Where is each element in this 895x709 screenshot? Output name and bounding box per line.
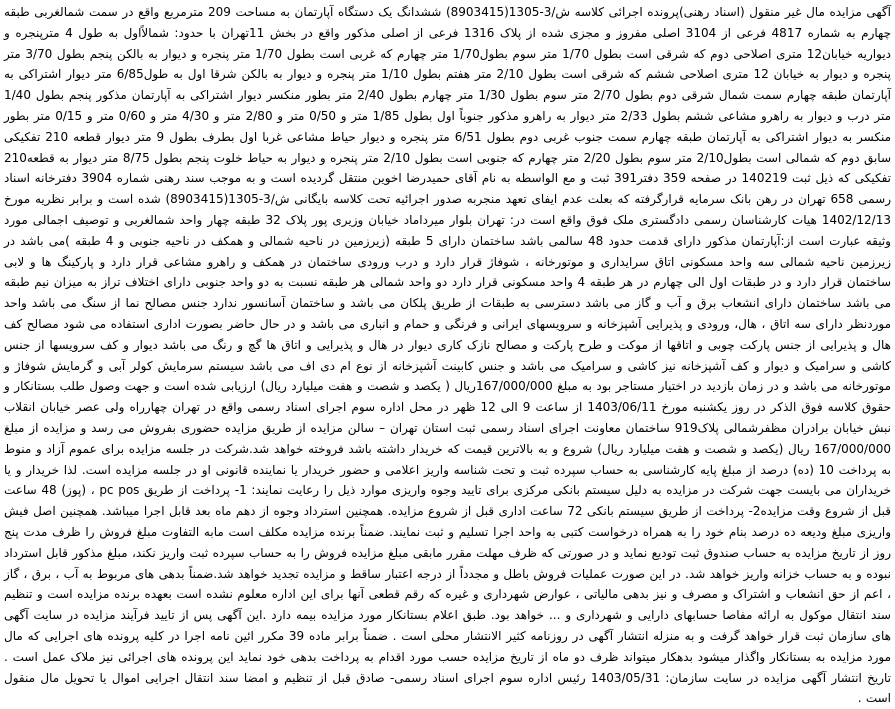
notice-title: آگهی مزایده مال غیر منقول (اسناد رهنی) [678,5,891,19]
auction-notice-text [4,2,891,709]
notice-footer: تاریخ انتشار آگهی مزایده در سایت سازمان: 1403/05/31 رئیس اداره سوم اجرای اسناد رسمی- صادق قبل از تنظیم و امضا سند انتقال اجرایی اموال یا تحویل مال منقول است . [4,670,891,706]
notice-body: پرونده اجرائی کلاسه ش/3-1305(8903415) ششدانگ یک دستگاه آپارتمان به مساحت 209 مترمربع واقع در سمت شمالغربی طبقه چهارم به شماره 4817 فرعی از 3104 اصلی مفروز و مجزی شده از پلاک 1316 فرعی از اصلی مذکور واقع در بخش 11تهران با حدود: شمالاًاول به طول 4 مترپنجره و دیواریه خیابان12 متری اصلاحی دوم که شرقی است بطول 1/70 متر سوم بطول1/70 متر چهارم که غربی است بطول 1/70 متر پنجره و دیوار به بالکن پنجم بطول 3/70 متر پنجره و دیوار به خیابان 12 متری اصلاحی ششم که شرقی است بطول 2/10 متر هفتم بطول 1/10 متر پنجره و دیوار به بالکن شرقا اول به طول6/85 متر دیوار اشتراکی به آپارتمان طبقه چهارم سمت شمال شرقی دوم بطول 2/70 متر سوم بطول 1/30 متر چهارم بطول 2/40 متر بطور منکسر دیوار اشتراکی به آپارتمان مذکور پنجم بطول 1/40 متر درب و دیوار به راهرو مشاعی ششم بطول 2/33 متر دیوار به راهرو مذکور جنوباً اول بطول 1/85 متر و 0/50 متر و 2/80 متر و 4/30 متر و 0/60 متر و 0/15 متر بطور منکسر به دیوار اشتراکی به آپارتمان طبقه چهارم سمت جنوب غربی دوم بطول 6/51 متر پنجره و دیوار حیاط مشاعی غربا اول بطرف بطول 9 متر دیوار قطعه 210 تفکیکی سابق دوم که شمالی است بطول2/10 متر سوم بطول 2/20 متر چهارم که جنوبی است بطول 2/10 متر پنجره و دیوار به حیاط خلوت پنجم بطول 8/75 متر دیوار به قطعه210 تفکیکی که ذیل ثبت 140219 در صفحه 359 دفتر391 ثبت و مع الواسطه به نام آقای حمیدرضا اخوین منتقل گردیده است و به موجب سند رهنی شماره 3904 دفترخانه اسناد رسمی 658 تهران در رهن بانک سرمایه قرارگرفته که بعلت عدم ایفای تعهد منجربه صدور اجرائیه تحت کلاسه بایگانی ش/3-1305(8903415) شده است و برابر نظریه مورخ 1402/12/13 هیات کارشناسان رسمی دادگستری ملک فوق واقع است در: تهران بلوار میرداماد خیابان وزیری پور پلاک 32 طبقه چهار واحد شمالغربی و توصیف اجمالی مورد وثیقه عبارت است از:آپارتمان مذکور دارای قدمت حدود 48 سالمی باشد ساختمان دارای 5 طبقه (زیرزمین در ناحیه شمالی و همکف در ناحیه جنوبی و 4 طبقه )می باشد در زیرزمین ناحیه شمالی سه واحد مسکونی اتاق سرایداری و موتورخانه ، شوفاژ قرار دارد و درب ورودی ساختمان در همکف و راهرو مشاعی قرار دارد و پارکینگ ها و لابی ساختمان قرار دارد و در طبقات اول الی چهارم در هر طبقه 4 واحد مسکونی قرار دارد دو واحد شمالی هر طبقه نسبت به دو واحد جنوبی دارای اختلاف تراز به میزان نیم طبقه می باشد ساختمان دارای انشعاب برق و آب و گاز می باشد دسترسی به طبقات از طریق پلکان می باشد و ساختمان آسانسور ندارد جنس مصالح نما از سنگ می باشد واحد موردنظر دارای سه اتاق ، هال، ورودی و پذیرایی آشپزخانه و سرویسهای ایرانی و فرنگی و حمام و انباری می باشد و در حال حاضر بصورت اداری استفاده می شود مصالح کف هال و پذیرایی از جنس پارکت چوبی و اتاقها از موکت و طرح پارکت و مصالح نازک کاری دیوار در هال و پذیرایی و اتاق ها گچ و رنگ می باشد دیوار و کف سرویسها از جنس کاشی و سرامیک و دیوار و کف آشپزخانه نیز کاشی و سرامیک می باشد و جنس کابینت آشپزخانه از نوع ام دی اف می باشد سیستم سرمایش کولر آبی و گرمایش شوفاژ و موتورخانه می باشد و در زمان بازدید در اختیار مستاجر بود به مبلغ 167/000/000ریال ( یکصد و شصت و هفت میلیارد ریال) ارزیابی شده است و جهت وصول طلب بستانکار و حقوق کلاسه فوق الذکر در روز یکشنبه مورخ 1403/06/11 از ساعت 9 الی 12 ظهر در محل اداره سوم اجرای اسناد رسمی واقع در تهران چهارراه ولی عصر خیابان انقلاب نبش خیابان برادران مظفرشمالی پلاک919 ساختمان معاونت اجرای اسناد رسمی ثبت استان تهران – سالن مزایده از طریق مزایده حضوری بفروش می رسد و مزایده از مبلغ 167/000/000 ریال (یکصد و شصت و هفت میلیارد ریال) شروع و به بالاترین قیمت که خریدار داشته باشد فروخته خواهد شد.شرکت در جلسه مزایده برای عموم آزاد و منوط به پرداخت 10 (ده) درصد از مبلغ پایه کارشناسی به حساب سپرده ثبت و تحت شناسه واریز اعلامی و حضور خریدار یا نماینده قانونی او در جلسه مزایده است. لذا خریدار و یا خریداران می بایست جهت شرکت در مزایده به دلیل سیستم بانکی مرکزی برای تایید وجوه واریزی موارد ذیل را رعایت نمایند: 1- پرداخت از طریق pc pos ، (پوز) 48 ساعت قبل از شروع وقت مزایده2- پرداخت از طریق سیستم بانکی 72 ساعت اداری قبل از شروع مزایده. همچنین استرداد وجوه از دهم ماه بعد قابل اجرا میباشد. همچنین اصل فیش واریزی مبلغ ودیعه ده درصد بنام خود را به همراه درخواست کتبی به واحد اجرا تسلیم و ثبت نمایند. ضمناً برنده مزایده مکلف است مابه التفاوت مبلغ فروش را ظرف مدت پنج روز از تاریخ مزایده به حساب صندوق ثبت تودیع نماید و در صورتی که ظرف مهلت مقرر مابقی مبلغ مزایده فروش را به حساب سپرده ثبت واریز نکند، مبلغ مذکور قابل استرداد نبوده و به حساب خزانه واریز خواهد شد. در این صورت عملیات فروش باطل و مجدداً از درجه اعتبار ساقط و مزایده تجدید خواهد شد.ضمناً بدهی های مربوط به آب ، برق ، گاز ، اعم از حق انشعاب و اشتراک و مصرف و نیز بدهی مالیاتی ، عوارض شهرداری و غیره که رقم قطعی آنها برای این اداره معلوم نشده است بعهده برنده مزایده است و تنظیم سند انتقال موکول به ارائه مفاصا حسابهای دارایی و شهرداری و ... خواهد بود. طبق اعلام بستانکار مورد مزایده بیمه دارد .این آگهی پس از تایید فرآیند مزایده در سایت آگهی های سازمان ثبت قرار خواهد گرفت و به منزله انتشار آگهی در روزنامه کثیر الانتشار محلی است . ضمناً برابر ماده 39 مکرر ائین نامه اجرا در کلیه پرونده های اجرایی که مال مورد مزایده به بستانکار واگذار میشود بدهکار میتواند ظرف دو ماه از تاریخ مزایده حسب مورد اقدام به پرداخت بدهی خود نماید این پرونده های اجرائی نیز ملاک عمل است . [4,5,892,664]
